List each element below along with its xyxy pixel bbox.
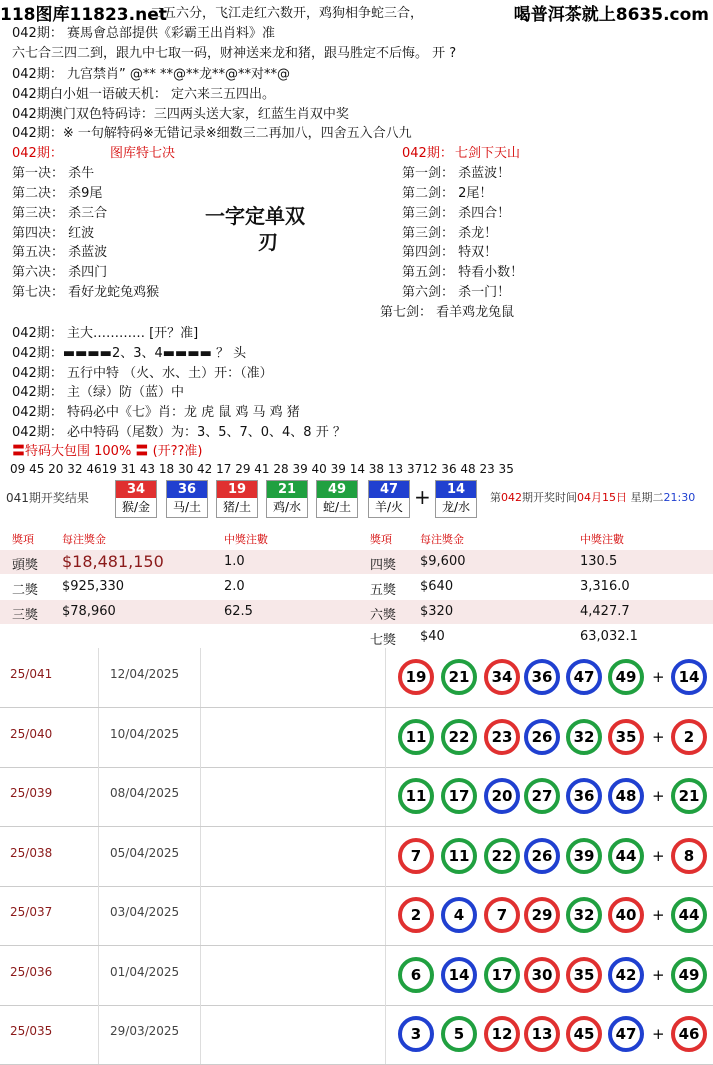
prize-cell: $40 (420, 629, 445, 644)
history-ball: 45 (566, 1016, 602, 1052)
draw-ball-zodiac: 鸡/水 (272, 500, 302, 514)
history-ball: 7 (484, 897, 520, 933)
left-block-period: 042期： (12, 146, 63, 161)
draw-ball-zodiac: 马/土 (172, 500, 202, 514)
site-title-left[interactable]: 118图库11823.net (0, 5, 167, 25)
line2-6: 042期： 必中特码（尾数）为：3、5、7、0、4、8 开 ？ (12, 425, 346, 440)
line-6: 042期：※ 一句解特码※无错记录※细数三二再加八，四舍五入合八九 (12, 126, 412, 141)
prize-cell: $9,600 (420, 554, 466, 569)
next-draw-label: 期开奖时间 (522, 491, 577, 504)
draw-ball (216, 480, 258, 518)
prize-header: 獎項 (370, 533, 392, 546)
right-item: 第四剑： 特双！ (402, 245, 498, 260)
plus-sign: + (652, 906, 665, 924)
column-divider (98, 1005, 99, 1064)
plus-sign: + (652, 846, 665, 865)
column-divider (98, 767, 99, 826)
history-date: 03/04/2025 (110, 905, 180, 919)
history-special-ball: 2 (671, 719, 707, 755)
history-period: 25/041 (10, 667, 53, 681)
right-block-title: 七剑下天山 (455, 146, 521, 161)
history-ball: 26 (524, 838, 560, 874)
column-divider (200, 827, 201, 886)
draw-ball-number: 14 (436, 481, 476, 498)
history-ball: 40 (608, 897, 644, 933)
prize-header: 獎項 (12, 533, 34, 546)
prize-row (0, 625, 713, 649)
history-ball: 17 (441, 778, 477, 814)
column-divider (98, 648, 99, 707)
column-divider (200, 767, 201, 826)
history-row (0, 946, 713, 1006)
column-divider (385, 946, 386, 1005)
left-item: 第五决： 杀蓝波 (12, 245, 108, 260)
prize-cell: 三獎 (12, 608, 39, 623)
plus-sign: + (652, 668, 665, 686)
site-title-right[interactable]: 喝普洱茶就上8635.com (514, 0, 709, 25)
draw-ball (316, 480, 358, 518)
column-divider (98, 886, 99, 945)
left-item: 第七决： 看好龙蛇兔鸡猴 (12, 285, 160, 300)
prize-cell: 六獎 (370, 608, 397, 623)
draw-ball (368, 480, 410, 518)
history-ball: 13 (524, 1016, 560, 1052)
column-divider (200, 708, 201, 767)
history-ball: 21 (441, 659, 477, 695)
history-period: 25/035 (10, 1024, 53, 1038)
history-ball: 27 (524, 778, 560, 814)
history-ball: 32 (566, 897, 602, 933)
plus-sign: + (652, 965, 665, 984)
line-1: 042期： 赛馬會总部提供《彩霸王出肖料》准 (12, 26, 275, 41)
next-draw-period: 042 (501, 491, 522, 504)
history-row (0, 767, 713, 827)
prize-header: 中獎注數 (580, 533, 624, 546)
right-item: 第三剑： 杀龙！ (402, 226, 498, 241)
history-row (0, 1005, 713, 1065)
history-ball: 23 (484, 719, 520, 755)
right-item: 第七剑： 看羊鸡龙兔鼠 (380, 305, 515, 320)
history-row (0, 827, 713, 887)
prize-cell: 63,032.1 (580, 629, 638, 644)
center-big-line1: 一字定单双 (205, 204, 305, 228)
line-3: 042期： 九宫禁肖” @** **@**龙**@**对**@ (12, 67, 290, 82)
history-row (0, 708, 713, 768)
prize-header: 中獎注數 (224, 533, 268, 546)
right-item: 第五剑： 特看小数！ (402, 265, 524, 280)
plus-sign: + (652, 727, 665, 746)
prize-header: 每注獎金 (420, 533, 464, 546)
history-ball: 30 (524, 957, 560, 993)
prize-header-row (0, 527, 713, 551)
draw-special-ball (435, 480, 477, 518)
column-divider (98, 946, 99, 1005)
prize-row (0, 575, 713, 599)
prize-cell: 1.0 (224, 554, 245, 569)
draw-ball (266, 480, 308, 518)
history-ball: 22 (441, 719, 477, 755)
history-ball: 34 (484, 659, 520, 695)
right-item: 第二剑： 2尾！ (402, 186, 493, 201)
prize-cell: 2.0 (224, 579, 245, 594)
history-ball: 11 (441, 838, 477, 874)
history-ball: 44 (608, 838, 644, 874)
history-special-ball: 46 (671, 1016, 707, 1052)
history-ball: 3 (398, 1016, 434, 1052)
history-ball: 20 (484, 778, 520, 814)
history-special-ball: 49 (671, 957, 707, 993)
draw-ball-number: 49 (317, 481, 357, 498)
next-draw-info (490, 489, 695, 505)
plus-sign: + (652, 787, 665, 805)
prize-cell: 七獎 (370, 633, 397, 648)
prize-cell: $640 (420, 579, 454, 594)
prize-row (0, 600, 713, 624)
center-big-line2: 刃 (258, 230, 278, 254)
draw-ball-number: 19 (217, 481, 257, 498)
line-2: 六七合三四二到，跟九中七取一码，财神送来龙和猪，跟马胜定不后悔。 开 ? (12, 46, 457, 61)
column-divider (385, 648, 386, 707)
prize-cell: 3,316.0 (580, 579, 630, 594)
column-divider (200, 648, 201, 707)
prize-cell: 二獎 (12, 583, 39, 598)
history-ball: 35 (566, 957, 602, 993)
line2-1: 042期： 主大………… [开？准] (12, 326, 199, 341)
draw-ball (166, 480, 208, 518)
line-4: 042期白小姐一语破天机： 定六来三五四出。 (12, 87, 275, 102)
history-period: 25/039 (10, 786, 53, 800)
draw-label: 041期开奖结果 (6, 491, 89, 505)
prize-cell: 四獎 (370, 558, 397, 573)
column-divider (385, 708, 386, 767)
column-divider (385, 886, 386, 945)
numbers-line: 09 45 20 32 4619 31 43 18 30 42 17 29 41 28 39 40 39 14 38 13 3712 36 48 23 35 (10, 462, 514, 476)
history-row (0, 648, 713, 708)
prize-cell: $320 (420, 604, 454, 619)
next-draw-time: 21:30 (663, 491, 696, 504)
history-ball: 39 (566, 838, 602, 874)
history-ball: 19 (398, 659, 434, 695)
history-ball: 42 (608, 957, 644, 993)
history-ball: 36 (566, 778, 602, 814)
history-ball: 32 (566, 719, 602, 755)
column-divider (200, 1005, 201, 1064)
prize-cell: $18,481,150 (62, 552, 164, 571)
history-special-ball: 21 (671, 778, 707, 814)
line2-5: 042期： 特码必中《七》肖：龙 虎 鼠 鸡 马 鸡 猪 (12, 405, 300, 420)
prize-cell: 130.5 (580, 554, 618, 569)
history-ball: 6 (398, 957, 434, 993)
draw-ball-zodiac: 猴/金 (121, 500, 151, 514)
history-date: 01/04/2025 (110, 964, 180, 979)
right-block-period: 042期： (402, 146, 453, 161)
red-line: 〓特码大包围 100% 〓 (开??准) (12, 444, 203, 459)
right-item: 第一剑： 杀蓝波！ (402, 166, 511, 181)
history-period: 25/038 (10, 845, 53, 860)
draw-ball-zodiac: 猪/土 (222, 500, 252, 514)
line2-2: 042期：▬▬▬▬2、3、4▬▬▬▬ ？ 头 (12, 346, 247, 361)
history-special-ball: 8 (671, 838, 707, 874)
history-ball: 5 (441, 1016, 477, 1052)
draw-ball-number: 47 (369, 481, 409, 498)
prize-cell: $78,960 (62, 604, 116, 619)
history-ball: 14 (441, 957, 477, 993)
history-ball: 7 (398, 838, 434, 874)
history-date: 10/04/2025 (110, 726, 180, 741)
left-block-title: 图库特七决 (110, 146, 176, 161)
history-ball: 2 (398, 897, 434, 933)
next-draw-week: 星期二 (630, 491, 664, 504)
draw-ball-zodiac: 蛇/土 (322, 500, 352, 514)
column-divider (98, 827, 99, 886)
draw-ball (115, 480, 157, 518)
history-ball: 22 (484, 838, 520, 874)
history-ball: 36 (524, 659, 560, 695)
history-ball: 48 (608, 778, 644, 814)
history-special-ball: 44 (671, 897, 707, 933)
draw-ball-number: 21 (267, 481, 307, 498)
draw-ball-number: 34 (116, 481, 156, 498)
draw-ball-zodiac: 龙/水 (441, 500, 471, 514)
history-ball: 29 (524, 897, 560, 933)
prize-cell: 62.5 (224, 604, 253, 619)
draw-ball-number: 36 (167, 481, 207, 498)
left-item: 第四决： 红波 (12, 226, 95, 241)
prize-cell: 4,427.7 (580, 604, 630, 619)
prize-header: 每注獎金 (62, 533, 106, 546)
plus-sign: + (652, 1025, 665, 1043)
left-item: 第六决： 杀四门 (12, 265, 108, 280)
column-divider (385, 1005, 386, 1064)
history-ball: 11 (398, 719, 434, 755)
history-period: 25/036 (10, 964, 53, 979)
column-divider (385, 767, 386, 826)
history-ball: 4 (441, 897, 477, 933)
left-item: 第三决： 杀三合 (12, 206, 108, 221)
line2-4: 042期： 主（绿）防（蓝）中 (12, 385, 184, 400)
line2-3: 042期： 五行中特 （火、水、土）开：（准） (12, 366, 273, 381)
draw-ball-zodiac: 羊/火 (374, 500, 404, 514)
left-item: 第二决： 杀9尾 (12, 186, 103, 201)
next-draw-prefix: 第 (490, 491, 501, 504)
prize-cell: $925,330 (62, 579, 125, 594)
history-ball: 47 (608, 1016, 644, 1052)
history-date: 05/04/2025 (110, 845, 180, 860)
header-behind-text: 二五六分，飞江走红六数开，鸡狗相争蛇三合， (150, 6, 424, 21)
next-draw-date: 04月15日 (577, 491, 627, 504)
prize-cell: 頭獎 (12, 558, 39, 573)
left-item: 第一决： 杀牛 (12, 166, 95, 181)
column-divider (385, 827, 386, 886)
plus-sign: + (414, 485, 431, 509)
right-item: 第三剑： 杀四合！ (402, 206, 511, 221)
prize-row (0, 550, 713, 574)
history-date: 12/04/2025 (110, 667, 180, 681)
history-ball: 17 (484, 957, 520, 993)
history-ball: 49 (608, 659, 644, 695)
line-5: 042期澳门双色特码诗：三四两头送大家，红蓝生肖双中奖 (12, 107, 349, 122)
history-period: 25/040 (10, 726, 53, 741)
history-ball: 11 (398, 778, 434, 814)
history-ball: 26 (524, 719, 560, 755)
history-row (0, 886, 713, 946)
history-ball: 47 (566, 659, 602, 695)
history-ball: 35 (608, 719, 644, 755)
column-divider (200, 886, 201, 945)
column-divider (200, 946, 201, 1005)
history-date: 29/03/2025 (110, 1024, 180, 1038)
column-divider (98, 708, 99, 767)
history-ball: 12 (484, 1016, 520, 1052)
prize-cell: 五獎 (370, 583, 397, 598)
right-item: 第六剑： 杀一门！ (402, 285, 511, 300)
history-date: 08/04/2025 (110, 786, 180, 800)
history-special-ball: 14 (671, 659, 707, 695)
history-period: 25/037 (10, 905, 53, 919)
